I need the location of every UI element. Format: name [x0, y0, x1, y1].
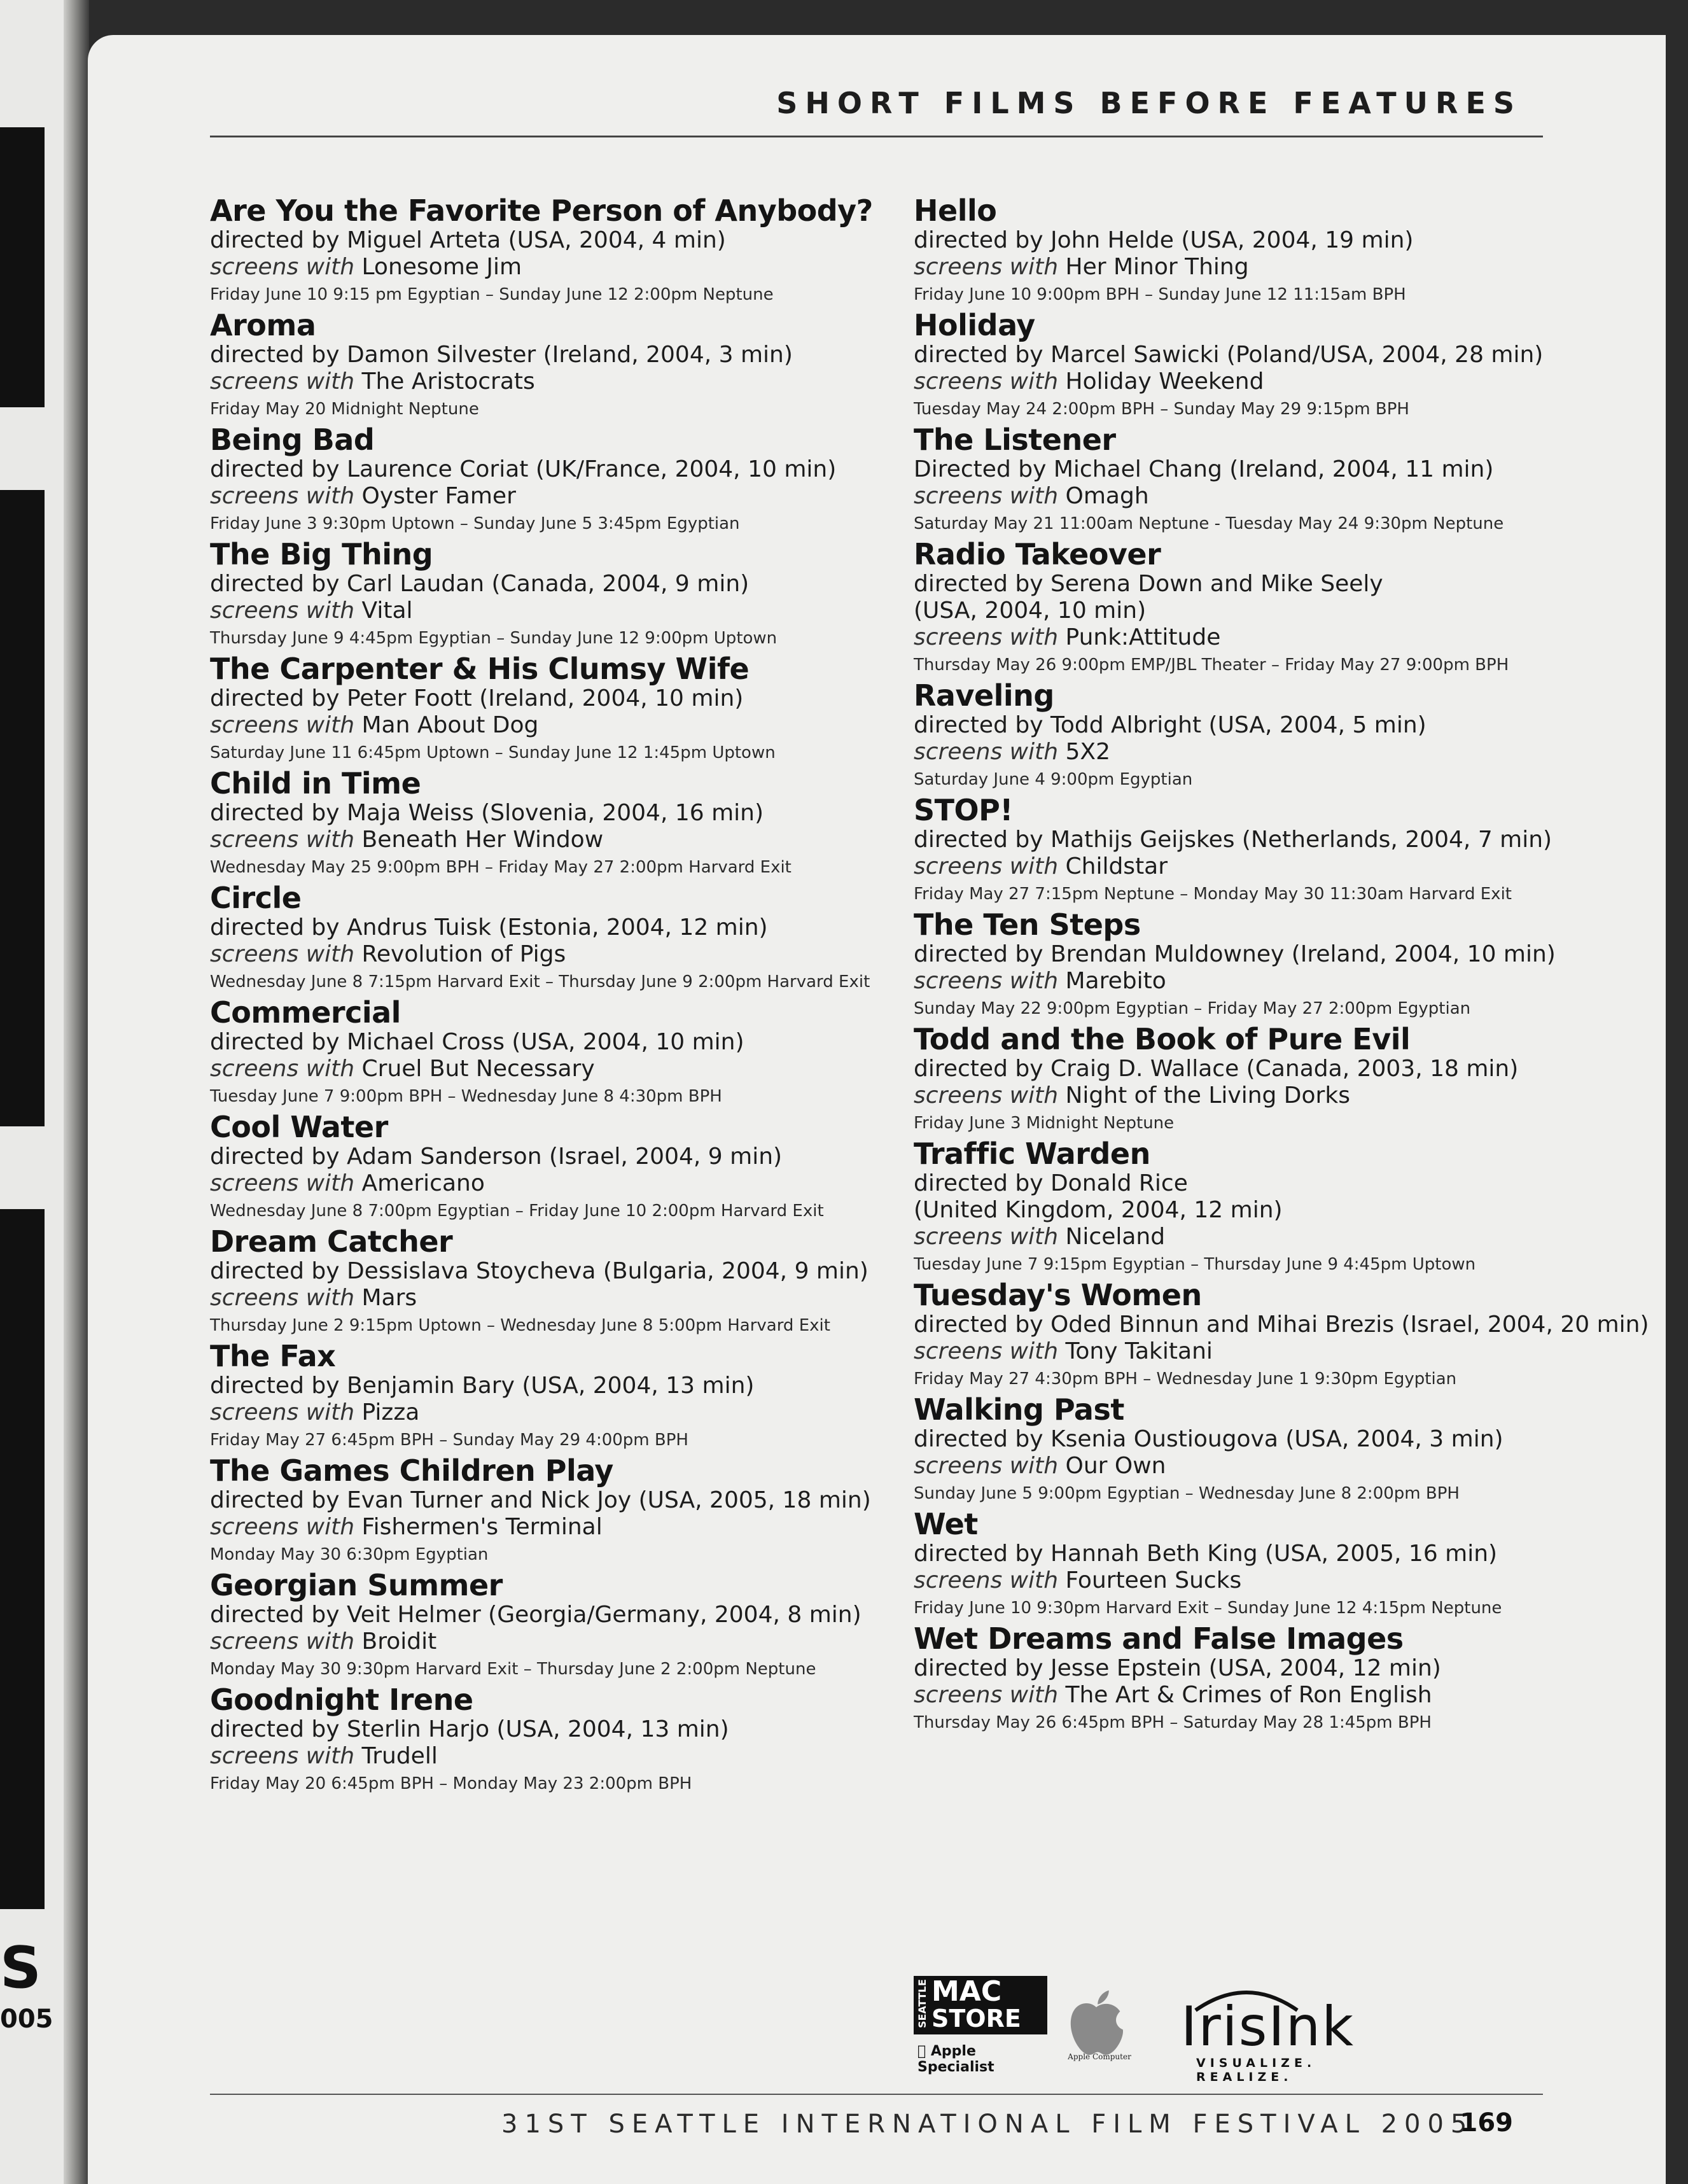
film-title: The Listener: [914, 423, 1116, 457]
screens-with-label: screens with: [914, 968, 1059, 994]
screens-with-label: screens with: [914, 853, 1059, 879]
film-screens-with: [210, 827, 910, 853]
film-title: Holiday: [914, 308, 1035, 342]
film-screens-with: [914, 1453, 1677, 1480]
film-entry: [914, 679, 1677, 794]
mac-store-logo: [914, 1976, 1047, 2071]
film-director: directed by Hannah Beth King (USA, 2005, 16 min): [914, 1541, 1498, 1567]
feature-title: The Aristocrats: [361, 368, 535, 395]
screens-with-label: screens with: [210, 598, 355, 624]
film-showtimes: Sunday June 5 9:00pm Egyptian – Wednesday June 8 2:00pm BPH: [914, 1484, 1460, 1503]
screens-with-label: screens with: [210, 712, 355, 738]
film-director-details: (USA, 2004, 10 min): [914, 598, 1147, 624]
film-title: The Big Thing: [210, 537, 433, 571]
screens-with-label: screens with: [210, 1056, 355, 1082]
feature-title: Punk:Attitude: [1065, 624, 1221, 650]
page-header: SHORT FILMS BEFORE FEATURES: [776, 86, 1522, 120]
feature-title: Childstar: [1065, 853, 1168, 879]
feature-title: Oyster Famer: [361, 483, 516, 509]
feature-title: Our Own: [1065, 1453, 1166, 1479]
feature-title: Marebito: [1065, 968, 1166, 994]
film-entry: [210, 996, 910, 1110]
film-entry: [210, 423, 910, 538]
left-page-edge-letter: S: [0, 1935, 41, 2001]
film-screens-with: [914, 1682, 1677, 1709]
screens-with-label: screens with: [914, 254, 1059, 280]
film-showtimes: Monday May 30 6:30pm Egyptian: [210, 1545, 489, 1564]
feature-title: Fishermen's Terminal: [361, 1514, 603, 1540]
film-entry: [914, 538, 1677, 679]
screens-with-label: screens with: [210, 1170, 355, 1196]
film-showtimes: Wednesday June 8 7:00pm Egyptian – Friday June 10 2:00pm Harvard Exit: [210, 1201, 824, 1221]
irisink-tagline: VISUALIZE. REALIZE.: [1196, 2056, 1316, 2084]
film-director-details: (United Kingdom, 2004, 12 min): [914, 1197, 1283, 1223]
apple-computer-caption: Apple Computer: [1068, 2052, 1131, 2061]
film-director: directed by Craig D. Wallace (Canada, 2003, 18 min): [914, 1056, 1519, 1082]
film-screens-with: [210, 1399, 910, 1426]
screens-with-label: screens with: [914, 1338, 1059, 1364]
feature-title: Pizza: [361, 1399, 420, 1425]
film-title: Wet Dreams and False Images: [914, 1621, 1404, 1656]
right-column: [914, 194, 1677, 1737]
screens-with-label: screens with: [210, 483, 355, 509]
screens-with-label: screens with: [914, 1224, 1059, 1250]
film-showtimes: Thursday June 9 4:45pm Egyptian – Sunday June 12 9:00pm Uptown: [210, 629, 778, 648]
feature-title: Tony Takitani: [1065, 1338, 1213, 1364]
page: [88, 35, 1666, 2184]
screens-with-label: screens with: [914, 1682, 1059, 1708]
film-showtimes: Wednesday June 8 7:15pm Harvard Exit – Thursday June 9 2:00pm Harvard Exit: [210, 972, 870, 991]
film-showtimes: Sunday May 22 9:00pm Egyptian – Friday May 27 2:00pm Egyptian: [914, 999, 1471, 1018]
film-screens-with: [210, 1170, 910, 1197]
film-showtimes: Friday May 27 7:15pm Neptune – Monday May 30 11:30am Harvard Exit: [914, 885, 1512, 904]
sponsor-logos: [914, 1975, 1486, 2084]
film-entry: [210, 1454, 910, 1569]
film-entry: [914, 423, 1677, 538]
film-screens-with: [210, 712, 910, 739]
film-screens-with: [914, 1567, 1677, 1594]
film-title: Hello: [914, 193, 997, 228]
feature-title: Night of the Living Dorks: [1065, 1082, 1350, 1109]
film-showtimes: Friday June 3 Midnight Neptune: [914, 1114, 1175, 1133]
film-title: Tuesday's Women: [914, 1278, 1202, 1312]
screens-with-label: screens with: [210, 827, 355, 853]
film-director: Directed by Michael Chang (Ireland, 2004, 11 min): [914, 456, 1494, 482]
film-title: Raveling: [914, 678, 1054, 713]
film-director: directed by Benjamin Bary (USA, 2004, 13 min): [210, 1373, 755, 1399]
screens-with-label: screens with: [210, 368, 355, 395]
film-director: directed by Michael Cross (USA, 2004, 10 min): [210, 1029, 744, 1055]
film-screens-with: [914, 739, 1677, 766]
feature-title: Broidit: [361, 1628, 437, 1655]
film-showtimes: Thursday May 26 6:45pm BPH – Saturday May 28 1:45pm BPH: [914, 1713, 1432, 1732]
film-director: directed by Maja Weiss (Slovenia, 2004, 16 min): [210, 800, 764, 826]
film-screens-with: [210, 1514, 910, 1541]
film-entry: [914, 1278, 1677, 1393]
screens-with-label: screens with: [210, 1743, 355, 1769]
film-entry: [210, 1569, 910, 1683]
film-title: Dream Catcher: [210, 1224, 453, 1259]
feature-title: Fourteen Sucks: [1065, 1567, 1242, 1593]
screens-with-label: screens with: [914, 368, 1059, 395]
film-showtimes: Friday June 10 9:00pm BPH – Sunday June 12 11:15am BPH: [914, 285, 1406, 304]
film-entry: [914, 794, 1677, 908]
film-entry: [914, 1137, 1677, 1278]
film-entry: [914, 309, 1677, 423]
film-showtimes: Monday May 30 9:30pm Harvard Exit – Thursday June 2 2:00pm Neptune: [210, 1660, 816, 1679]
film-screens-with: [914, 968, 1677, 995]
screens-with-label: screens with: [914, 1453, 1059, 1479]
feature-title: Revolution of Pigs: [361, 941, 566, 967]
film-showtimes: Thursday June 2 9:15pm Uptown – Wednesday June 8 5:00pm Harvard Exit: [210, 1316, 830, 1335]
screens-with-label: screens with: [210, 1514, 355, 1540]
film-showtimes: Friday June 10 9:15 pm Egyptian – Sunday June 12 2:00pm Neptune: [210, 285, 774, 304]
film-title: The Carpenter & His Clumsy Wife: [210, 652, 750, 686]
film-director: directed by Dessislava Stoycheva (Bulgaria, 2004, 9 min): [210, 1258, 868, 1284]
film-title: Aroma: [210, 308, 316, 342]
film-title: Circle: [210, 881, 302, 915]
film-screens-with: [210, 483, 910, 510]
film-screens-with: [210, 1056, 910, 1082]
film-director: directed by Donald Rice: [914, 1170, 1188, 1196]
feature-title: Beneath Her Window: [361, 827, 604, 853]
film-screens-with: [210, 941, 910, 968]
film-title: Goodnight Irene: [210, 1683, 473, 1717]
film-title: Being Bad: [210, 423, 375, 457]
feature-title: Trudell: [361, 1743, 438, 1769]
film-screens-with: [914, 853, 1677, 880]
film-screens-with: [914, 1082, 1677, 1109]
irisink-wordmark: IrisInk: [1181, 1995, 1355, 2059]
film-title: Child in Time: [210, 766, 421, 801]
film-screens-with: [914, 254, 1677, 281]
film-entry: [210, 881, 910, 996]
film-entry: [914, 1393, 1677, 1508]
screens-with-label: screens with: [914, 1082, 1059, 1109]
film-showtimes: Saturday June 4 9:00pm Egyptian: [914, 770, 1193, 789]
film-entry: [210, 1110, 910, 1225]
feature-title: Omagh: [1065, 483, 1149, 509]
film-entry: [914, 1508, 1677, 1622]
film-screens-with: [914, 483, 1677, 510]
film-showtimes: Friday May 20 6:45pm BPH – Monday May 23 2:00pm BPH: [210, 1774, 692, 1793]
film-entry: [210, 1683, 910, 1798]
film-entry: [914, 908, 1677, 1023]
film-showtimes: Saturday May 21 11:00am Neptune - Tuesday May 24 9:30pm Neptune: [914, 514, 1504, 533]
feature-title: Mars: [361, 1285, 417, 1311]
feature-title: Her Minor Thing: [1065, 254, 1249, 280]
film-showtimes: Friday May 27 4:30pm BPH – Wednesday June 1 9:30pm Egyptian: [914, 1369, 1457, 1389]
left-column: [210, 194, 910, 1798]
screens-with-label: screens with: [914, 483, 1059, 509]
feature-title: Cruel But Necessary: [361, 1056, 595, 1082]
feature-title: The Art & Crimes of Ron English: [1065, 1682, 1432, 1708]
screens-with-label: screens with: [914, 1567, 1059, 1593]
film-screens-with: [210, 254, 910, 281]
film-director: directed by Marcel Sawicki (Poland/USA, 2004, 28 min): [914, 342, 1544, 368]
film-entry: [914, 194, 1677, 309]
film-showtimes: Friday June 10 9:30pm Harvard Exit – Sunday June 12 4:15pm Neptune: [914, 1599, 1502, 1618]
film-director: directed by Brendan Muldowney (Ireland, 2004, 10 min): [914, 941, 1556, 967]
film-showtimes: Tuesday June 7 9:00pm BPH – Wednesday June 8 4:30pm BPH: [210, 1087, 722, 1106]
film-title: Wet: [914, 1507, 978, 1541]
film-title: The Ten Steps: [914, 907, 1141, 942]
mac-store-word: STORE: [931, 2005, 1021, 2033]
screens-with-label: screens with: [914, 624, 1059, 650]
film-director: directed by Carl Laudan (Canada, 2004, 9 min): [210, 571, 750, 597]
film-title: Georgian Summer: [210, 1568, 503, 1602]
film-title: Traffic Warden: [914, 1137, 1150, 1171]
film-title: Walking Past: [914, 1392, 1124, 1427]
film-showtimes: Friday June 3 9:30pm Uptown – Sunday June 5 3:45pm Egyptian: [210, 514, 740, 533]
film-entry: [210, 538, 910, 652]
film-screens-with: [914, 368, 1677, 395]
feature-title: Lonesome Jim: [361, 254, 522, 280]
screens-with-label: screens with: [210, 1399, 355, 1425]
feature-title: 5X2: [1065, 739, 1110, 765]
film-director: directed by Oded Binnun and Mihai Brezis (Israel, 2004, 20 min): [914, 1312, 1649, 1338]
film-director: directed by Mathijs Geijskes (Netherlands, 2004, 7 min): [914, 827, 1552, 853]
screens-with-label: screens with: [210, 1285, 355, 1311]
film-director: directed by Peter Foott (Ireland, 2004, 10 min): [210, 685, 744, 711]
book-gutter: [64, 0, 89, 2184]
screens-with-label: screens with: [210, 1628, 355, 1655]
film-screens-with: [210, 368, 910, 395]
film-director: directed by Laurence Coriat (UK/France, 2004, 10 min): [210, 456, 837, 482]
film-showtimes: Friday May 27 6:45pm BPH – Sunday May 29 4:00pm BPH: [210, 1431, 688, 1450]
footer-festival-title: 31ST SEATTLE INTERNATIONAL FILM FESTIVAL 2005: [501, 2110, 1474, 2139]
film-director: directed by Sterlin Harjo (USA, 2004, 13 min): [210, 1716, 729, 1742]
film-screens-with: [210, 1628, 910, 1655]
film-showtimes: Tuesday May 24 2:00pm BPH – Sunday May 29 9:15pm BPH: [914, 400, 1409, 419]
film-entry: [914, 1023, 1677, 1137]
film-director: directed by Ksenia Oustiougova (USA, 2004, 3 min): [914, 1426, 1503, 1452]
film-title: Cool Water: [210, 1110, 388, 1144]
mac-seattle-label: SEATTLE: [916, 1979, 928, 2028]
screens-with-label: screens with: [210, 941, 355, 967]
screens-with-label: screens with: [914, 739, 1059, 765]
film-showtimes: Thursday May 26 9:00pm EMP/JBL Theater – Friday May 27 9:00pm BPH: [914, 655, 1509, 675]
left-page-photo-block: [0, 1209, 45, 1909]
film-entry: [210, 767, 910, 881]
film-entry: [210, 309, 910, 423]
film-title: Are You the Favorite Person of Anybody?: [210, 193, 873, 228]
left-page-edge-year: 005: [0, 2005, 53, 2034]
apple-specialist-label: Apple Specialist: [917, 2043, 1045, 2059]
film-entry: [210, 1225, 910, 1340]
film-director: directed by Miguel Arteta (USA, 2004, 4 min): [210, 227, 726, 253]
film-showtimes: Wednesday May 25 9:00pm BPH – Friday May 27 2:00pm Harvard Exit: [210, 858, 792, 877]
film-entry: [210, 652, 910, 767]
film-director: directed by John Helde (USA, 2004, 19 min): [914, 227, 1414, 253]
feature-title: Holiday Weekend: [1065, 368, 1264, 395]
film-director: directed by Serena Down and Mike Seely: [914, 571, 1383, 597]
film-screens-with: [210, 1285, 910, 1312]
irisink-logo: [1181, 1976, 1385, 2084]
film-director: directed by Veit Helmer (Georgia/Germany, 2004, 8 min): [210, 1602, 861, 1628]
feature-title: Vital: [361, 598, 413, 624]
left-page-photo-block: [0, 490, 45, 1126]
film-title: STOP!: [914, 793, 1013, 827]
film-showtimes: Friday May 20 Midnight Neptune: [210, 400, 479, 419]
feature-title: Americano: [361, 1170, 485, 1196]
film-screens-with: [210, 1743, 910, 1770]
film-showtimes: Saturday June 11 6:45pm Uptown – Sunday June 12 1:45pm Uptown: [210, 743, 776, 762]
film-screens-with: [914, 1338, 1677, 1365]
film-screens-with: [914, 624, 1677, 651]
feature-title: Man About Dog: [361, 712, 539, 738]
film-title: Commercial: [210, 995, 401, 1030]
film-director: directed by Evan Turner and Nick Joy (USA, 2005, 18 min): [210, 1487, 871, 1513]
film-director: directed by Todd Albright (USA, 2004, 5 min): [914, 712, 1426, 738]
film-title: Todd and the Book of Pure Evil: [914, 1022, 1411, 1056]
film-director: directed by Damon Silvester (Ireland, 2004, 3 min): [210, 342, 793, 368]
mac-word: MAC: [931, 1975, 1002, 2008]
film-title: The Games Children Play: [210, 1453, 613, 1488]
feature-title: Niceland: [1065, 1224, 1166, 1250]
film-entry: [210, 1340, 910, 1454]
left-page-photo-block: [0, 127, 45, 407]
header-rule: [210, 136, 1543, 137]
film-entry: [210, 194, 910, 309]
film-director: directed by Jesse Epstein (USA, 2004, 12 min): [914, 1655, 1441, 1681]
film-screens-with: [914, 1224, 1677, 1250]
film-title: The Fax: [210, 1339, 336, 1373]
screens-with-label: screens with: [210, 254, 355, 280]
page-number: 169: [1460, 2108, 1513, 2138]
film-entry: [914, 1622, 1677, 1737]
footer-rule: [210, 2094, 1543, 2095]
film-screens-with: [210, 598, 910, 624]
film-director: directed by Andrus Tuisk (Estonia, 2004, 12 min): [210, 914, 768, 941]
film-director: directed by Adam Sanderson (Israel, 2004, 9 min): [210, 1144, 783, 1170]
film-showtimes: Tuesday June 7 9:15pm Egyptian – Thursday June 9 4:45pm Uptown: [914, 1255, 1476, 1274]
film-title: Radio Takeover: [914, 537, 1161, 571]
